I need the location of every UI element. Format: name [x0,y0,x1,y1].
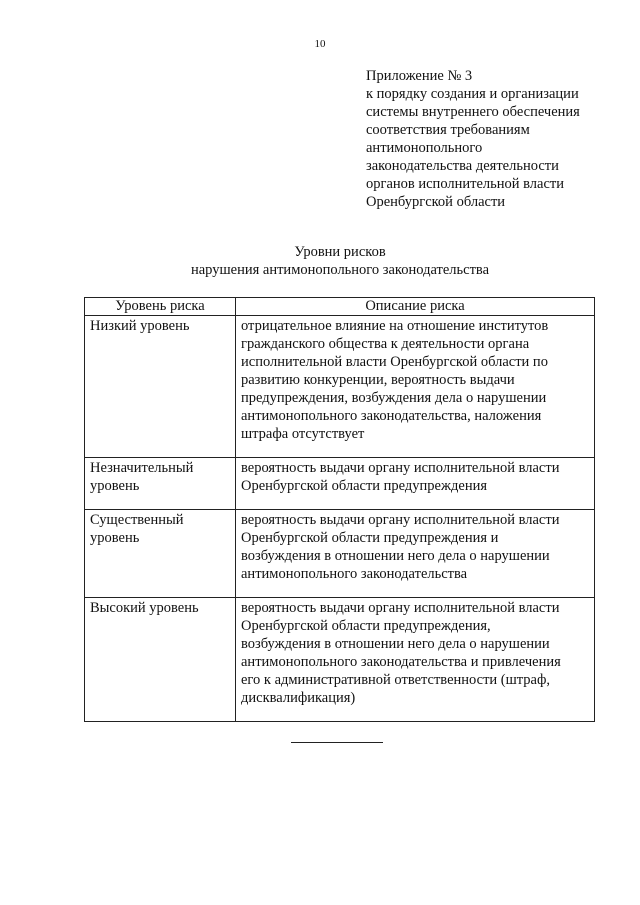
risk-level-text: Существенный [90,512,184,528]
closing-divider-line [291,742,383,743]
description-line: отрицательное влияние на отношение институтов [241,318,549,334]
description-line: вероятность выдачи органу исполнительной власти [241,460,560,476]
risk-description-cell [236,510,595,598]
description-line: дисквалификация) [241,690,356,706]
description-line: предупреждения, возбуждения дела о нарушении [241,390,547,406]
document-title [0,243,640,279]
risk-level-text: Низкий уровень [90,318,190,334]
description-line: Оренбургской области предупреждения и [241,530,499,546]
description-line: гражданского общества к деятельности органа [241,336,530,352]
description-line: антимонопольного законодательства, наложения [241,408,542,424]
header-risk-level: Уровень риска [85,298,236,316]
table-row [85,458,595,510]
description-line: вероятность выдачи органу исполнительной власти [241,512,560,528]
risk-level-cell [85,458,236,510]
risk-level-cell [85,598,236,722]
description-line: вероятность выдачи органу исполнительной власти [241,600,560,616]
description-line: возбуждения в отношении него дела о нарушении [241,548,550,564]
appendix-block [366,67,626,211]
appendix-line: антимонопольного [366,140,483,156]
page-number: 10 [314,38,326,50]
appendix-line: органов исполнительной власти [366,176,565,192]
risk-level-text: уровень [90,478,140,494]
risk-description-cell [236,316,595,458]
table-row [85,598,595,722]
description-line: антимонопольного законодательства и привлечения [241,654,561,670]
risk-level-cell [85,510,236,598]
appendix-line: Оренбургской области [366,194,506,210]
header-risk-description: Описание риска [236,298,595,316]
risk-description-cell [236,598,595,722]
description-line: Оренбургской области предупреждения, [241,618,491,634]
description-line: антимонопольного законодательства [241,566,468,582]
appendix-line: системы внутреннего обеспечения [366,104,580,120]
risk-level-cell [85,316,236,458]
table-header-row [85,298,595,316]
description-line: его к административной ответственности (штраф, [241,672,551,688]
risk-level-text: уровень [90,530,140,546]
risk-description-cell [236,458,595,510]
appendix-line: к порядку создания и организации [366,86,579,102]
appendix-line: Приложение № 3 [366,68,473,84]
table-row [85,316,595,458]
description-line: Оренбургской области предупреждения [241,478,488,494]
risk-level-text: Незначительный [90,460,194,476]
description-line: исполнительной власти Оренбургской области по [241,354,548,370]
risk-level-text: Высокий уровень [90,600,199,616]
appendix-line: законодательства деятельности [366,158,559,174]
risk-levels-table [84,297,595,722]
appendix-line: соответствия требованиям [366,122,530,138]
title-line-2: нарушения антимонопольного законодательства [190,262,490,278]
description-line: штрафа отсутствует [241,426,365,442]
description-line: развитию конкуренции, вероятность выдачи [241,372,515,388]
title-line-1: Уровни рисков [294,244,386,260]
description-line: возбуждения в отношении него дела о нарушении [241,636,550,652]
table-row [85,510,595,598]
